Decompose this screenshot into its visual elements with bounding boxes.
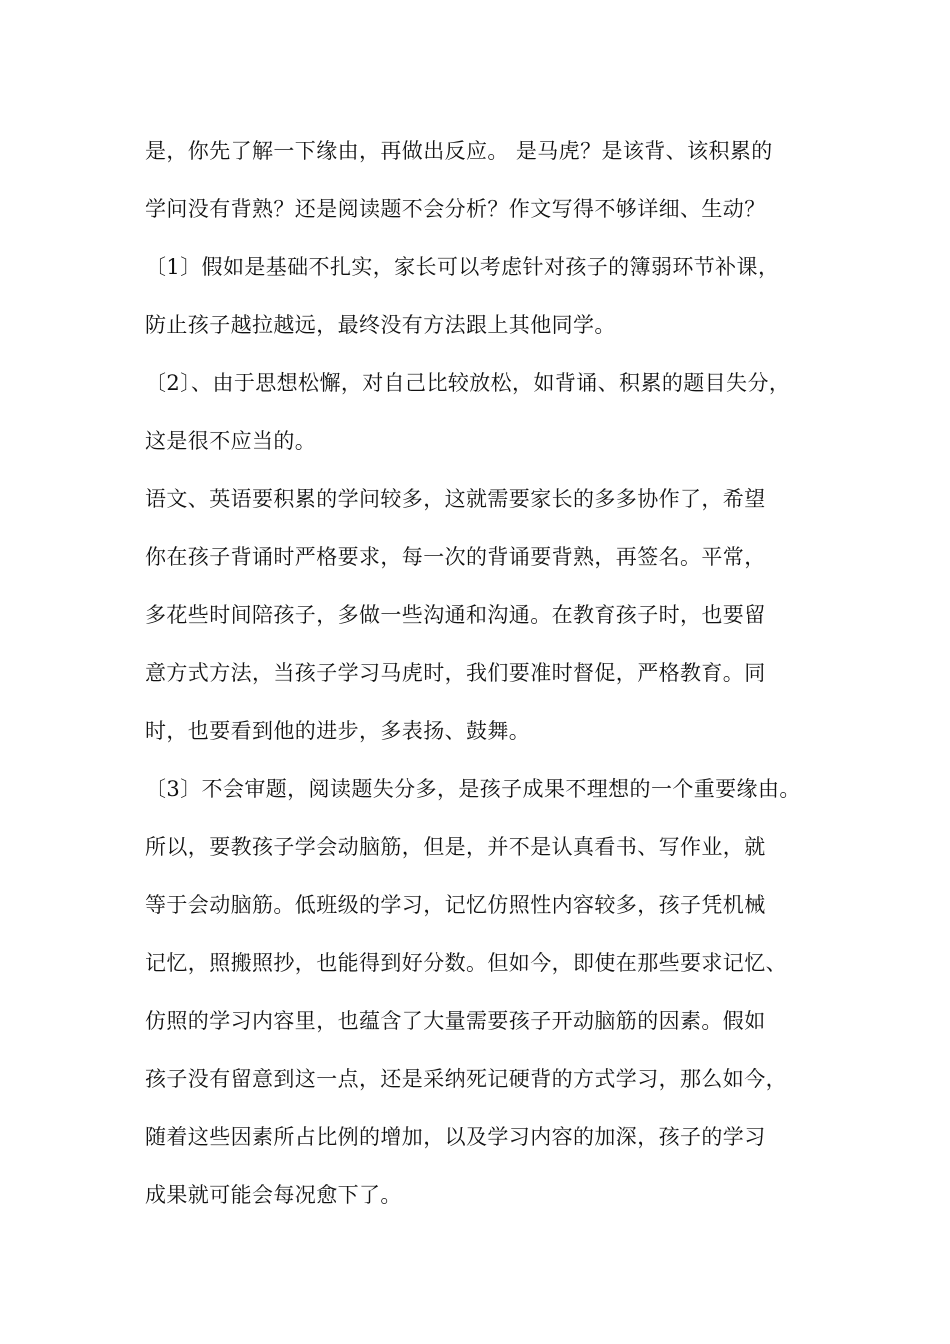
text-line-12: 〔3〕不会审题，阅读题失分多，是孩子成果不理想的一个重要缘由。	[145, 777, 801, 801]
text-line-19: 成果就可能会每况愈下了。	[145, 1183, 402, 1207]
text-line-18: 随着这些因素所占比例的增加，以及学习内容的加深，孩子的学习	[145, 1125, 766, 1149]
text-line-11: 时，也要看到他的进步，多表扬、鼓舞。	[145, 719, 531, 743]
text-line-15: 记忆，照搬照抄，也能得到好分数。但如今，即使在那些要求记忆、	[145, 951, 787, 975]
text-line-10: 意方式方法，当孩子学习马虎时，我们要准时督促，严格教育。同	[145, 661, 766, 685]
text-line-9: 多花些时间陪孩子，多做一些沟通和沟通。在教育孩子时，也要留	[145, 603, 766, 627]
text-line-7: 语文、英语要积累的学问较多，这就需要家长的多多协作了，希望	[145, 487, 766, 511]
text-line-1: 是，你先了解一下缘由，再做出反应。 是马虎？是该背、该积累的	[145, 139, 773, 163]
text-line-14: 等于会动脑筋。低班级的学习，记忆仿照性内容较多，孩子凭机械	[145, 893, 766, 917]
text-line-5: 〔2〕、由于思想松懈，对自己比较放松，如背诵、积累的题目失分，	[145, 371, 791, 395]
document-body	[145, 127, 835, 1229]
text-line-13: 所以，要教孩子学会动脑筋，但是，并不是认真看书、写作业，就	[145, 835, 766, 859]
text-line-4: 防止孩子越拉越远，最终没有方法跟上其他同学。	[145, 313, 616, 337]
text-line-16: 仿照的学习内容里，也蕴含了大量需要孩子开动脑筋的因素。假如	[145, 1009, 766, 1033]
text-line-6: 这是很不应当的。	[145, 429, 317, 453]
text-line-17: 孩子没有留意到这一点，还是采纳死记硬背的方式学习，那么如今，	[145, 1067, 787, 1091]
text-line-8: 你在孩子背诵时严格要求，每一次的背诵要背熟，再签名。平常，	[145, 545, 766, 569]
text-line-2: 学问没有背熟？还是阅读题不会分析？作文写得不够详细、生动？	[145, 197, 766, 221]
text-line-3: 〔1〕假如是基础不扎实，家长可以考虑针对孩子的簿弱环节补课，	[145, 255, 780, 279]
